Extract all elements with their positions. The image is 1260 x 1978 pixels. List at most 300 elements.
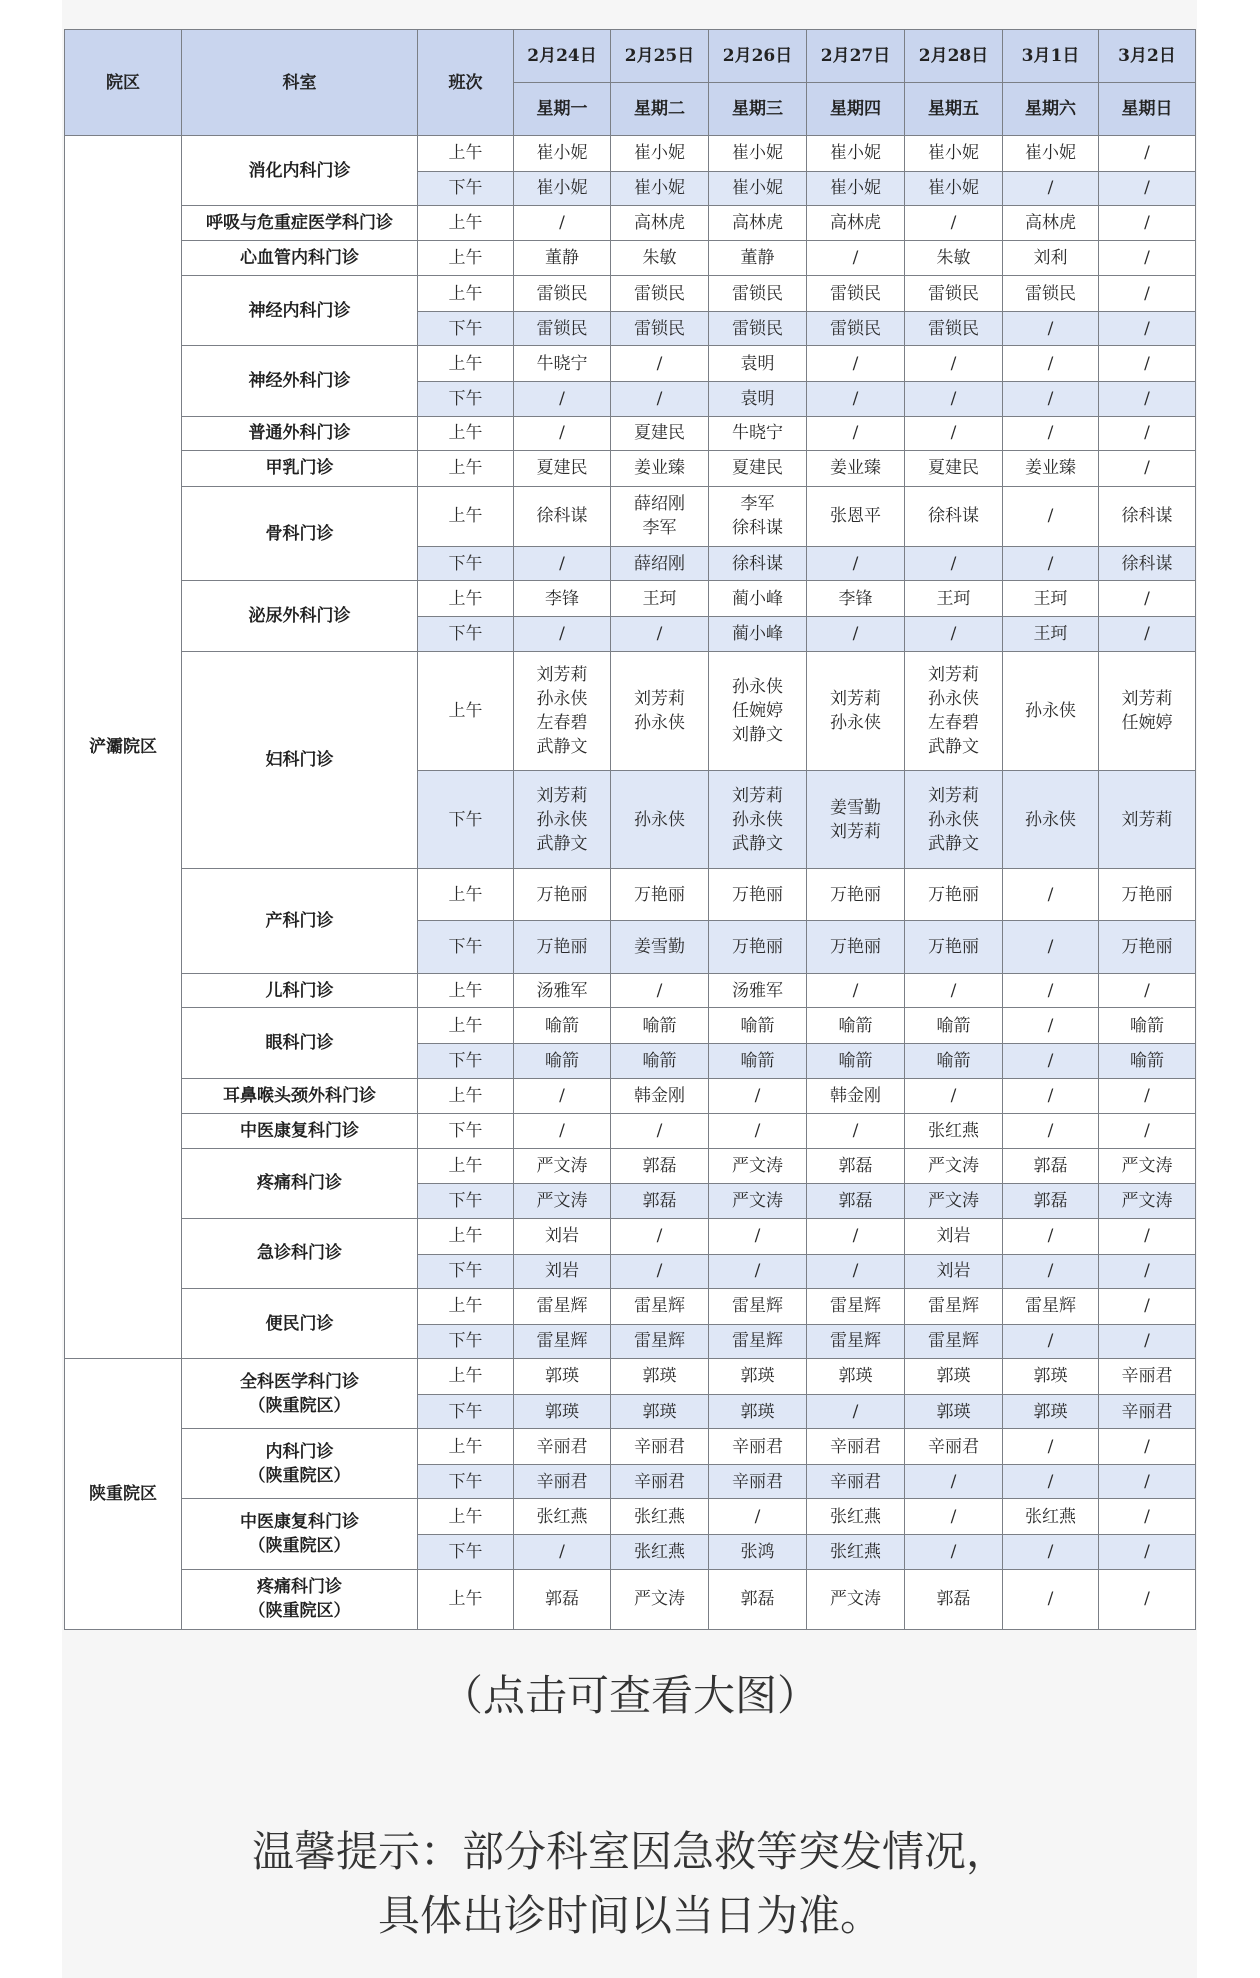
doctor-cell xyxy=(1003,1464,1099,1498)
doctor-cell xyxy=(1099,1044,1196,1078)
dept-name-line: 便民门诊 xyxy=(265,1313,334,1334)
doctor-cell xyxy=(611,1288,709,1324)
doctor-cell xyxy=(1003,869,1099,921)
schedule-table[interactable] xyxy=(64,29,1196,1630)
dept-name-line: 消化内科门诊 xyxy=(248,160,351,181)
doctor-cell xyxy=(807,136,905,172)
doctor-cell xyxy=(905,240,1003,276)
dept-cell xyxy=(182,1008,418,1078)
doctor-name: 郭磊 xyxy=(642,1156,677,1177)
doctor-cell xyxy=(905,382,1003,416)
doctor-name: / xyxy=(950,553,957,574)
doctor-name: 高林虎 xyxy=(634,212,685,233)
table-row xyxy=(65,206,1196,240)
doctor-cell xyxy=(1099,1114,1196,1148)
doctor-cell xyxy=(807,547,905,581)
dept-cell xyxy=(182,1288,418,1358)
doctor-name: 武静文 xyxy=(928,833,979,854)
doctor-cell xyxy=(709,973,807,1007)
doctor-cell xyxy=(514,1535,611,1569)
doctor-name: 辛丽君 xyxy=(830,1436,881,1457)
doctor-cell xyxy=(1099,1499,1196,1535)
doctor-name: 牛晓宁 xyxy=(536,353,588,374)
doctor-cell xyxy=(514,770,611,868)
doctor-cell xyxy=(1099,1288,1196,1324)
doctor-cell xyxy=(1003,973,1099,1007)
doctor-cell xyxy=(611,1394,709,1428)
doctor-name: / xyxy=(950,212,957,233)
doctor-name: 徐科谋 xyxy=(1121,553,1173,574)
doctor-name: 张鸿 xyxy=(740,1541,775,1562)
doctor-cell xyxy=(807,1499,905,1535)
doctor-name: 崔小妮 xyxy=(1025,143,1076,164)
doctor-name: 喻箭 xyxy=(838,1015,873,1036)
doctor-cell xyxy=(905,651,1003,770)
doctor-cell xyxy=(905,1078,1003,1114)
doctor-cell xyxy=(514,240,611,276)
doctor-name: / xyxy=(1144,178,1150,199)
doctor-name: 严文涛 xyxy=(1121,1156,1173,1177)
doctor-name: 万艳丽 xyxy=(830,937,881,958)
dept-name-line: （陕重院区） xyxy=(248,1601,351,1622)
doctor-name: / xyxy=(656,980,663,1001)
doctor-name: 郭磊 xyxy=(545,1589,579,1610)
doctor-name: 张红燕 xyxy=(1025,1506,1076,1527)
dept-name-line: 疼痛科门诊 xyxy=(257,1173,342,1194)
dept-cell xyxy=(182,1499,418,1569)
doctor-name: 徐科谋 xyxy=(928,506,979,527)
doctor-cell xyxy=(807,1078,905,1114)
doctor-cell xyxy=(1003,1359,1099,1395)
doctor-name: / xyxy=(559,388,565,409)
doctor-name: / xyxy=(1144,1296,1150,1317)
doctor-cell xyxy=(1099,171,1196,205)
doctor-cell xyxy=(1003,206,1099,240)
doctor-cell xyxy=(514,1218,611,1254)
doctor-name: 姜业臻 xyxy=(1025,458,1076,479)
doctor-cell xyxy=(1099,651,1196,770)
dept-cell xyxy=(182,346,418,416)
doctor-cell xyxy=(807,206,905,240)
doctor-name: 雷星辉 xyxy=(536,1296,588,1317)
dept-cell xyxy=(182,136,418,206)
doctor-name: 郭磊 xyxy=(936,1589,971,1610)
doctor-cell xyxy=(1099,921,1196,974)
doctor-name: 喻箭 xyxy=(1130,1015,1164,1036)
doctor-name: 刘芳莉 xyxy=(536,785,588,806)
doctor-name: 王珂 xyxy=(1033,588,1068,609)
dept-name-line: 内科门诊 xyxy=(265,1441,334,1462)
doctor-cell xyxy=(1099,1569,1196,1629)
doctor-cell xyxy=(905,1535,1003,1569)
doctor-name: / xyxy=(1144,143,1150,164)
doctor-cell xyxy=(905,1429,1003,1465)
doctor-name: 李军 xyxy=(740,494,775,515)
doctor-name: 辛丽君 xyxy=(732,1471,783,1492)
weekday-header: 星期一 xyxy=(514,83,611,136)
doctor-cell xyxy=(1099,346,1196,382)
doctor-name: / xyxy=(852,388,859,409)
date-header: 3月2日 xyxy=(1099,30,1196,83)
doctor-name: / xyxy=(852,553,859,574)
date-header: 2月24日 xyxy=(514,30,611,83)
doctor-cell xyxy=(514,1114,611,1148)
notice-line: 具体出诊时间以当日为准。 xyxy=(377,1891,882,1940)
doctor-cell xyxy=(1099,770,1196,868)
doctor-name: 辛丽君 xyxy=(732,1436,783,1457)
dept-cell xyxy=(182,973,418,1007)
session-cell: 上午 xyxy=(418,486,514,546)
doctor-name: 喻箭 xyxy=(740,1015,775,1036)
doctor-name: 刘岩 xyxy=(936,1226,971,1247)
doctor-cell xyxy=(514,1254,611,1288)
doctor-name: / xyxy=(1047,1541,1054,1562)
doctor-cell xyxy=(1099,311,1196,345)
doctor-name: 雷星辉 xyxy=(634,1296,685,1317)
doctor-cell xyxy=(611,416,709,450)
doctor-name: / xyxy=(1144,1436,1150,1457)
doctor-cell xyxy=(807,1254,905,1288)
doctor-cell xyxy=(905,921,1003,974)
doctor-name: 董静 xyxy=(740,247,775,268)
doctor-name: 徐科谋 xyxy=(732,518,783,539)
session-cell: 上午 xyxy=(418,581,514,617)
doctor-cell xyxy=(611,486,709,546)
doctor-cell xyxy=(905,1324,1003,1358)
doctor-name: 高林虎 xyxy=(1025,212,1076,233)
doctor-cell xyxy=(611,1359,709,1395)
doctor-cell xyxy=(709,346,807,382)
doctor-cell xyxy=(514,1324,611,1358)
dept-cell xyxy=(182,1148,418,1218)
table-row xyxy=(65,1499,1196,1535)
campus-header: 院区 xyxy=(65,30,182,136)
doctor-cell xyxy=(807,581,905,617)
session-cell: 下午 xyxy=(418,1464,514,1498)
doctor-cell xyxy=(1003,382,1099,416)
dept-name-line: 妇科门诊 xyxy=(265,749,334,770)
doctor-cell xyxy=(709,451,807,487)
doctor-name: 万艳丽 xyxy=(732,884,783,905)
doctor-name: 韩金刚 xyxy=(830,1085,881,1106)
dept-name-line: 疼痛科门诊 xyxy=(257,1577,342,1598)
session-cell: 上午 xyxy=(418,206,514,240)
doctor-cell xyxy=(1003,770,1099,868)
table-body xyxy=(65,136,1196,1630)
dept-cell xyxy=(182,240,418,276)
session-cell: 上午 xyxy=(418,1569,514,1629)
doctor-name: 崔小妮 xyxy=(536,143,588,164)
doctor-cell xyxy=(905,451,1003,487)
dept-header: 科室 xyxy=(182,30,418,136)
doctor-name: / xyxy=(1144,423,1150,444)
doctor-cell xyxy=(709,1044,807,1078)
doctor-name: 万艳丽 xyxy=(928,937,979,958)
doctor-cell xyxy=(807,1148,905,1184)
doctor-cell xyxy=(905,416,1003,450)
dept-name-line: 急诊科门诊 xyxy=(257,1243,342,1264)
dept-name-line: 神经外科门诊 xyxy=(248,370,351,391)
doctor-cell xyxy=(709,486,807,546)
doctor-cell xyxy=(514,311,611,345)
doctor-name: 郭磊 xyxy=(1033,1156,1068,1177)
doctor-cell xyxy=(807,382,905,416)
doctor-name: 雷锁民 xyxy=(634,283,685,304)
date-header: 2月28日 xyxy=(905,30,1003,83)
doctor-name: 雷锁民 xyxy=(928,283,979,304)
dept-cell xyxy=(182,1359,418,1429)
session-cell: 上午 xyxy=(418,276,514,312)
doctor-cell xyxy=(807,869,905,921)
doctor-name: / xyxy=(1047,1050,1054,1071)
doctor-cell xyxy=(611,1008,709,1044)
doctor-cell xyxy=(1099,1324,1196,1358)
doctor-cell xyxy=(611,136,709,172)
doctor-name: 刘芳莉 xyxy=(830,688,881,709)
dept-cell xyxy=(182,1114,418,1148)
doctor-name: 万艳丽 xyxy=(634,884,685,905)
session-cell: 下午 xyxy=(418,382,514,416)
session-cell: 下午 xyxy=(418,1254,514,1288)
doctor-cell xyxy=(611,1148,709,1184)
doctor-name: 孙永侠 xyxy=(1025,809,1076,830)
doctor-cell xyxy=(514,581,611,617)
doctor-name: 辛丽君 xyxy=(1121,1401,1173,1422)
doctor-cell xyxy=(807,1044,905,1078)
doctor-name: / xyxy=(852,1261,859,1282)
dept-name-line: 耳鼻喉头颈外科门诊 xyxy=(223,1085,376,1106)
doctor-name: 万艳丽 xyxy=(1121,884,1173,905)
doctor-name: 郭瑛 xyxy=(740,1366,775,1387)
dept-cell xyxy=(182,276,418,346)
doctor-cell xyxy=(905,136,1003,172)
doctor-cell xyxy=(611,921,709,974)
session-cell: 下午 xyxy=(418,547,514,581)
doctor-name: 张红燕 xyxy=(634,1541,685,1562)
doctor-cell xyxy=(514,382,611,416)
doctor-name: 万艳丽 xyxy=(1121,937,1173,958)
doctor-cell xyxy=(1099,1148,1196,1184)
doctor-cell xyxy=(709,1394,807,1428)
dept-name-line: 心血管内科门诊 xyxy=(240,247,359,268)
doctor-name: 刘静文 xyxy=(732,724,783,745)
session-cell: 下午 xyxy=(418,1535,514,1569)
doctor-cell xyxy=(514,973,611,1007)
doctor-cell xyxy=(709,581,807,617)
dept-cell xyxy=(182,1429,418,1499)
doctor-cell xyxy=(905,617,1003,651)
doctor-cell xyxy=(905,276,1003,312)
doctor-cell xyxy=(905,581,1003,617)
doctor-name: 雷星辉 xyxy=(830,1296,881,1317)
doctor-cell xyxy=(1003,617,1099,651)
doctor-cell xyxy=(611,1044,709,1078)
dept-name-line: 中医康复科门诊 xyxy=(240,1511,359,1532)
doctor-name: / xyxy=(656,1261,663,1282)
doctor-name: 雷星辉 xyxy=(928,1296,979,1317)
doctor-name: 喻箭 xyxy=(838,1050,873,1071)
doctor-cell xyxy=(1099,1184,1196,1218)
doctor-cell xyxy=(514,1184,611,1218)
doctor-name: 夏建民 xyxy=(634,423,685,444)
doctor-cell xyxy=(611,240,709,276)
doctor-name: / xyxy=(852,1120,859,1141)
doctor-cell xyxy=(1003,1394,1099,1428)
doctor-cell xyxy=(709,1114,807,1148)
doctor-name: 张红燕 xyxy=(536,1506,588,1527)
doctor-name: / xyxy=(1047,1471,1054,1492)
doctor-name: / xyxy=(1047,1261,1054,1282)
doctor-name: 高林虎 xyxy=(830,212,881,233)
doctor-cell xyxy=(611,1429,709,1465)
doctor-name: 刘岩 xyxy=(936,1261,971,1282)
doctor-name: 辛丽君 xyxy=(536,1436,588,1457)
table-row xyxy=(65,1008,1196,1044)
session-cell: 上午 xyxy=(418,1288,514,1324)
doctor-cell xyxy=(1099,206,1196,240)
doctor-name: 李军 xyxy=(642,518,677,539)
dept-cell xyxy=(182,1078,418,1114)
session-cell: 下午 xyxy=(418,921,514,974)
weekday-header: 星期日 xyxy=(1099,83,1196,136)
doctor-cell xyxy=(514,617,611,651)
doctor-name: / xyxy=(656,1120,663,1141)
doctor-cell xyxy=(611,382,709,416)
doctor-cell xyxy=(1003,1288,1099,1324)
session-cell: 下午 xyxy=(418,1184,514,1218)
doctor-cell xyxy=(709,921,807,974)
doctor-name: 郭瑛 xyxy=(1033,1366,1068,1387)
doctor-name: / xyxy=(559,1120,565,1141)
doctor-cell xyxy=(807,1359,905,1395)
doctor-name: 雷锁民 xyxy=(1025,283,1076,304)
doctor-name: 刘芳莉 xyxy=(830,821,881,842)
table-row xyxy=(65,1114,1196,1148)
doctor-name: / xyxy=(1047,884,1054,905)
doctor-cell xyxy=(1003,1324,1099,1358)
table-row xyxy=(65,1078,1196,1114)
date-header: 2月26日 xyxy=(709,30,807,83)
doctor-cell xyxy=(514,651,611,770)
doctor-name: 张红燕 xyxy=(830,1541,881,1562)
doctor-cell xyxy=(1003,416,1099,450)
session-cell: 上午 xyxy=(418,651,514,770)
doctor-cell xyxy=(1003,276,1099,312)
doctor-cell xyxy=(905,1044,1003,1078)
doctor-cell xyxy=(1003,311,1099,345)
doctor-cell xyxy=(611,651,709,770)
doctor-name: / xyxy=(950,1541,957,1562)
doctor-cell xyxy=(709,416,807,450)
doctor-name: 喻箭 xyxy=(936,1050,971,1071)
doctor-cell xyxy=(905,1359,1003,1395)
doctor-cell xyxy=(1099,1464,1196,1498)
doctor-name: 刘芳莉 xyxy=(536,664,588,685)
doctor-name: / xyxy=(1047,318,1054,339)
doctor-name: / xyxy=(950,1506,957,1527)
doctor-name: 严文涛 xyxy=(830,1589,881,1610)
doctor-cell xyxy=(709,171,807,205)
dept-cell xyxy=(182,486,418,581)
doctor-cell xyxy=(514,486,611,546)
doctor-name: / xyxy=(1047,353,1054,374)
date-header: 2月27日 xyxy=(807,30,905,83)
doctor-cell xyxy=(709,1359,807,1395)
doctor-cell xyxy=(611,1184,709,1218)
doctor-cell xyxy=(807,1184,905,1218)
doctor-cell xyxy=(611,581,709,617)
doctor-name: 薛绍刚 xyxy=(634,553,685,574)
session-cell: 上午 xyxy=(418,869,514,921)
doctor-name: 李锋 xyxy=(545,588,579,609)
doctor-name: 韩金刚 xyxy=(634,1085,685,1106)
doctor-name: 夏建民 xyxy=(536,458,588,479)
doctor-cell xyxy=(514,1464,611,1498)
table-row xyxy=(65,276,1196,312)
doctor-name: 刘芳莉 xyxy=(732,785,783,806)
doctor-name: 辛丽君 xyxy=(928,1436,979,1457)
doctor-cell xyxy=(1099,1078,1196,1114)
weekday-header: 星期三 xyxy=(709,83,807,136)
doctor-name: 喻箭 xyxy=(545,1050,579,1071)
doctor-cell xyxy=(611,1218,709,1254)
dept-name-line: 神经内科门诊 xyxy=(248,300,351,321)
date-header: 2月25日 xyxy=(611,30,709,83)
table-row xyxy=(65,1569,1196,1629)
doctor-name: 朱敏 xyxy=(642,247,677,268)
dept-name-line: 眼科门诊 xyxy=(265,1032,334,1053)
doctor-cell xyxy=(709,1218,807,1254)
doctor-name: 喻箭 xyxy=(1130,1050,1164,1071)
doctor-cell xyxy=(709,1464,807,1498)
doctor-cell xyxy=(1099,581,1196,617)
doctor-cell xyxy=(709,617,807,651)
table-row xyxy=(65,346,1196,382)
doctor-name: 雷锁民 xyxy=(732,318,783,339)
doctor-cell xyxy=(514,346,611,382)
doctor-cell xyxy=(1099,136,1196,172)
doctor-name: 袁明 xyxy=(740,388,775,409)
dept-name-line: 呼吸与危重症医学科门诊 xyxy=(206,212,393,233)
doctor-name: 郭瑛 xyxy=(838,1366,873,1387)
doctor-cell xyxy=(1099,382,1196,416)
doctor-cell xyxy=(1099,1394,1196,1428)
doctor-name: / xyxy=(950,388,957,409)
doctor-cell xyxy=(611,171,709,205)
doctor-cell xyxy=(807,1288,905,1324)
doctor-cell xyxy=(709,1569,807,1629)
doctor-name: 刘芳莉 xyxy=(1121,809,1173,830)
doctor-name: / xyxy=(1144,1226,1150,1247)
doctor-name: 刘岩 xyxy=(545,1226,579,1247)
doctor-name: 王珂 xyxy=(936,588,971,609)
session-cell: 上午 xyxy=(418,451,514,487)
doctor-name: / xyxy=(950,423,957,444)
doctor-cell xyxy=(1003,1218,1099,1254)
doctor-name: 郭瑛 xyxy=(545,1366,579,1387)
doctor-cell xyxy=(514,1359,611,1395)
doctor-cell xyxy=(807,171,905,205)
dept-name-line: 中医康复科门诊 xyxy=(240,1120,359,1141)
view-large-image-link[interactable]: （点击可查看大图） xyxy=(440,1671,819,1720)
doctor-cell xyxy=(1003,1569,1099,1629)
doctor-cell xyxy=(1003,1254,1099,1288)
doctor-name: 雷星辉 xyxy=(1025,1296,1076,1317)
doctor-cell xyxy=(514,206,611,240)
doctor-name: 郭瑛 xyxy=(936,1366,971,1387)
doctor-name: 刘芳莉 xyxy=(1121,688,1173,709)
session-cell: 下午 xyxy=(418,770,514,868)
